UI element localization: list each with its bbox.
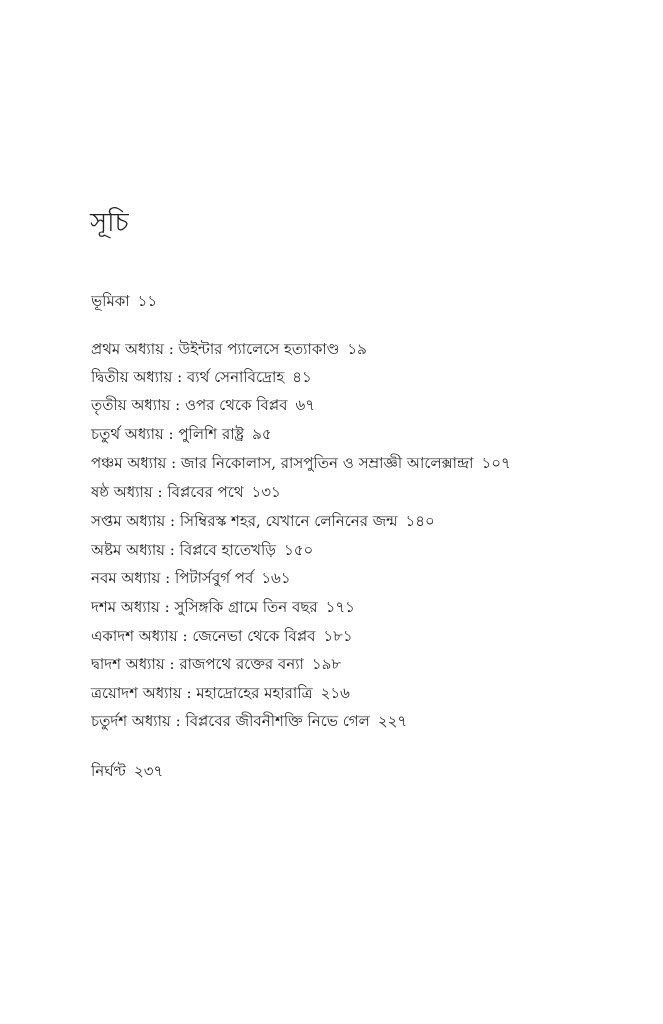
toc-page-number: ১৫০ (284, 541, 314, 559)
toc-entry-chapter-10 (91, 596, 355, 618)
chapter-label: দ্বিতীয় অধ্যায় : (91, 368, 187, 386)
toc-entry-chapter-2 (91, 366, 312, 388)
toc-page-number: ২১৬ (320, 684, 350, 702)
chapter-label: দশম অধ্যায় : (91, 598, 174, 616)
toc-page-number: ১৯৮ (311, 655, 342, 673)
toc-page-number: ২২৭ (377, 712, 408, 730)
chapter-label: দ্বাদশ অধ্যায় : (91, 655, 179, 673)
toc-page-number: ৬৭ (295, 396, 316, 414)
toc-entry-chapter-6 (91, 481, 281, 503)
chapter-title: বিপ্লবে হাতেখড়ি (179, 541, 276, 559)
chapter-title: সিম্বিরস্ক শহর, যেখানে লেনিনের জন্ম (179, 512, 398, 530)
toc-page-number: ১৮১ (323, 627, 353, 645)
toc-entry-label: নির্ঘণ্ট (91, 762, 126, 780)
chapter-title: জার নিকোলাস, রাসপুতিন ও সম্রাজ্ঞী আলেক্সান্দ্রা (180, 454, 474, 472)
chapter-title: জেনেভা থেকে বিপ্লব (192, 627, 316, 645)
toc-page-number: ৪১ (292, 368, 312, 386)
toc-entry-preface (91, 290, 157, 312)
toc-page-number: ২৩৭ (133, 762, 164, 780)
chapter-label: ত্রয়োদশ অধ্যায় : (91, 684, 196, 702)
toc-entry-chapter-5 (91, 452, 511, 474)
toc-entry-chapter-13 (91, 682, 350, 704)
chapter-title: পুলিশি রাষ্ট্র (178, 425, 245, 443)
toc-entry-index (91, 760, 163, 782)
chapter-label: চতুর্দশ অধ্যায় : (91, 712, 185, 730)
page-title: সূচি (90, 208, 129, 238)
chapter-label: তৃতীয় অধ্যায় : (91, 396, 185, 414)
toc-entry-chapter-8 (91, 539, 313, 561)
chapter-label: সপ্তম অধ্যায় : (91, 512, 180, 530)
toc-page-number: ১৭১ (325, 598, 355, 616)
toc-page-number: ১৯ (347, 340, 367, 358)
toc-entry-chapter-9 (91, 567, 291, 589)
toc-page-number: ১৩১ (251, 483, 281, 501)
toc-entry-chapter-4 (91, 423, 272, 445)
chapter-title: বিপ্লবের পথে (167, 483, 244, 501)
chapter-title: উইন্টার প্যালেসে হত্যাকাণ্ড (178, 340, 340, 358)
toc-page-number: ১৪০ (405, 512, 435, 530)
chapter-title: ব্যর্থ সেনাবিদ্রোহ (186, 368, 285, 386)
chapter-label: চতুর্থ অধ্যায় : (91, 425, 178, 443)
toc-page-number: ১৬১ (261, 569, 291, 587)
chapter-label: প্রথম অধ্যায় : (91, 340, 179, 358)
toc-entry-chapter-7 (91, 510, 435, 532)
chapter-title: সুসিঙ্গকি গ্রামে তিন বছর (174, 598, 318, 616)
chapter-title: পিটার্সবুর্গ পর্ব (174, 569, 254, 587)
chapter-label: একাদশ অধ্যায় : (91, 627, 192, 645)
chapter-title: বিপ্লবের জীবনীশক্তি নিভে গেল (185, 712, 370, 730)
toc-page-number: ১০৭ (481, 454, 511, 472)
toc-entry-chapter-3 (91, 394, 315, 416)
chapter-label: ষষ্ঠ অধ্যায় : (91, 483, 167, 501)
toc-entry-chapter-1 (91, 338, 367, 360)
toc-entry-label: ভূমিকা (91, 292, 130, 310)
toc-page-number: ৯৫ (252, 425, 272, 443)
chapter-title: মহাদ্রোহের মহারাত্রি (196, 684, 313, 702)
toc-entry-chapter-11 (91, 625, 353, 647)
chapter-label: নবম অধ্যায় : (91, 569, 175, 587)
toc-page-number: ১১ (137, 292, 158, 310)
chapter-label: অষ্টম অধ্যায় : (91, 541, 180, 559)
chapter-title: রাজপথে রক্তের বন্যা (179, 655, 304, 673)
chapter-title: ওপর থেকে বিপ্লব (184, 396, 288, 414)
toc-entry-chapter-14 (91, 710, 407, 732)
chapter-label: পঞ্চম অধ্যায় : (91, 454, 181, 472)
toc-entry-chapter-12 (91, 653, 341, 675)
